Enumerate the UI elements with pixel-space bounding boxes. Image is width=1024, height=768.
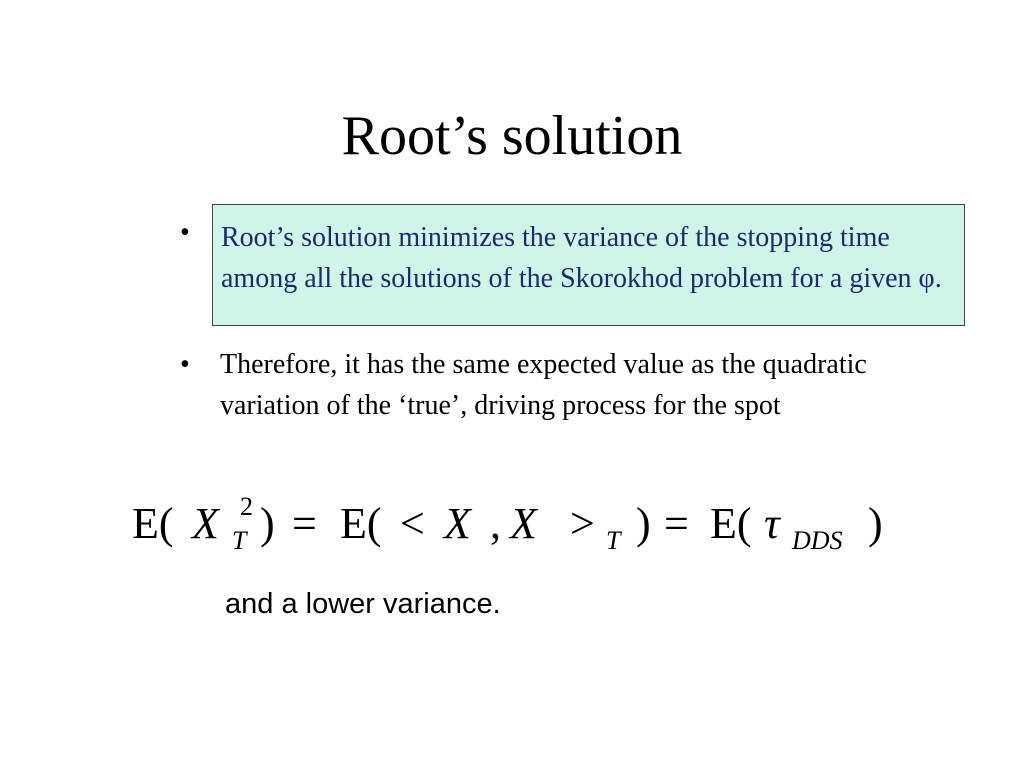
bullet-text: Therefore, it has the same expected value as the quadratic variation of the ‘true’, driving process for the spot	[220, 349, 867, 421]
formula-subscript-t: T	[606, 526, 621, 555]
formula-less-than: <	[400, 499, 425, 548]
formula-greater-than: >	[570, 499, 595, 548]
formula	[132, 492, 912, 566]
formula-equals: =	[292, 499, 317, 548]
formula-close-paren: )	[868, 499, 883, 548]
formula-superscript: 2	[240, 492, 253, 521]
bullet-icon: •	[180, 349, 190, 380]
bullet-icon: •	[180, 217, 190, 248]
formula-variable-x: X	[510, 499, 537, 548]
formula-variable-x: X	[192, 499, 219, 548]
formula-tau: τ	[764, 499, 780, 548]
highlighted-bullet-text: Root’s solution minimizes the variance of the stopping time among all the solutions of the Skorokhod problem for a given φ.	[212, 204, 965, 326]
formula-expectation-1: E(	[132, 499, 174, 548]
slide-title: Root’s solution	[341, 105, 683, 167]
footnote-text: and a lower variance.	[225, 588, 501, 620]
bullet-list	[180, 208, 940, 426]
formula-subscript-t: T	[232, 526, 247, 555]
formula-expectation-2: E(	[340, 499, 382, 548]
formula-variable-x: X	[444, 499, 471, 548]
formula-equals: =	[664, 499, 689, 548]
formula-close-paren: )	[636, 499, 651, 548]
formula-expectation-3: E(	[710, 499, 752, 548]
formula-subscript-dds: DDS	[792, 526, 843, 555]
formula-comma: ,	[490, 499, 501, 548]
bullet-item-highlighted	[180, 204, 940, 326]
formula-close-paren: )	[260, 499, 275, 548]
bullet-item	[180, 344, 940, 426]
